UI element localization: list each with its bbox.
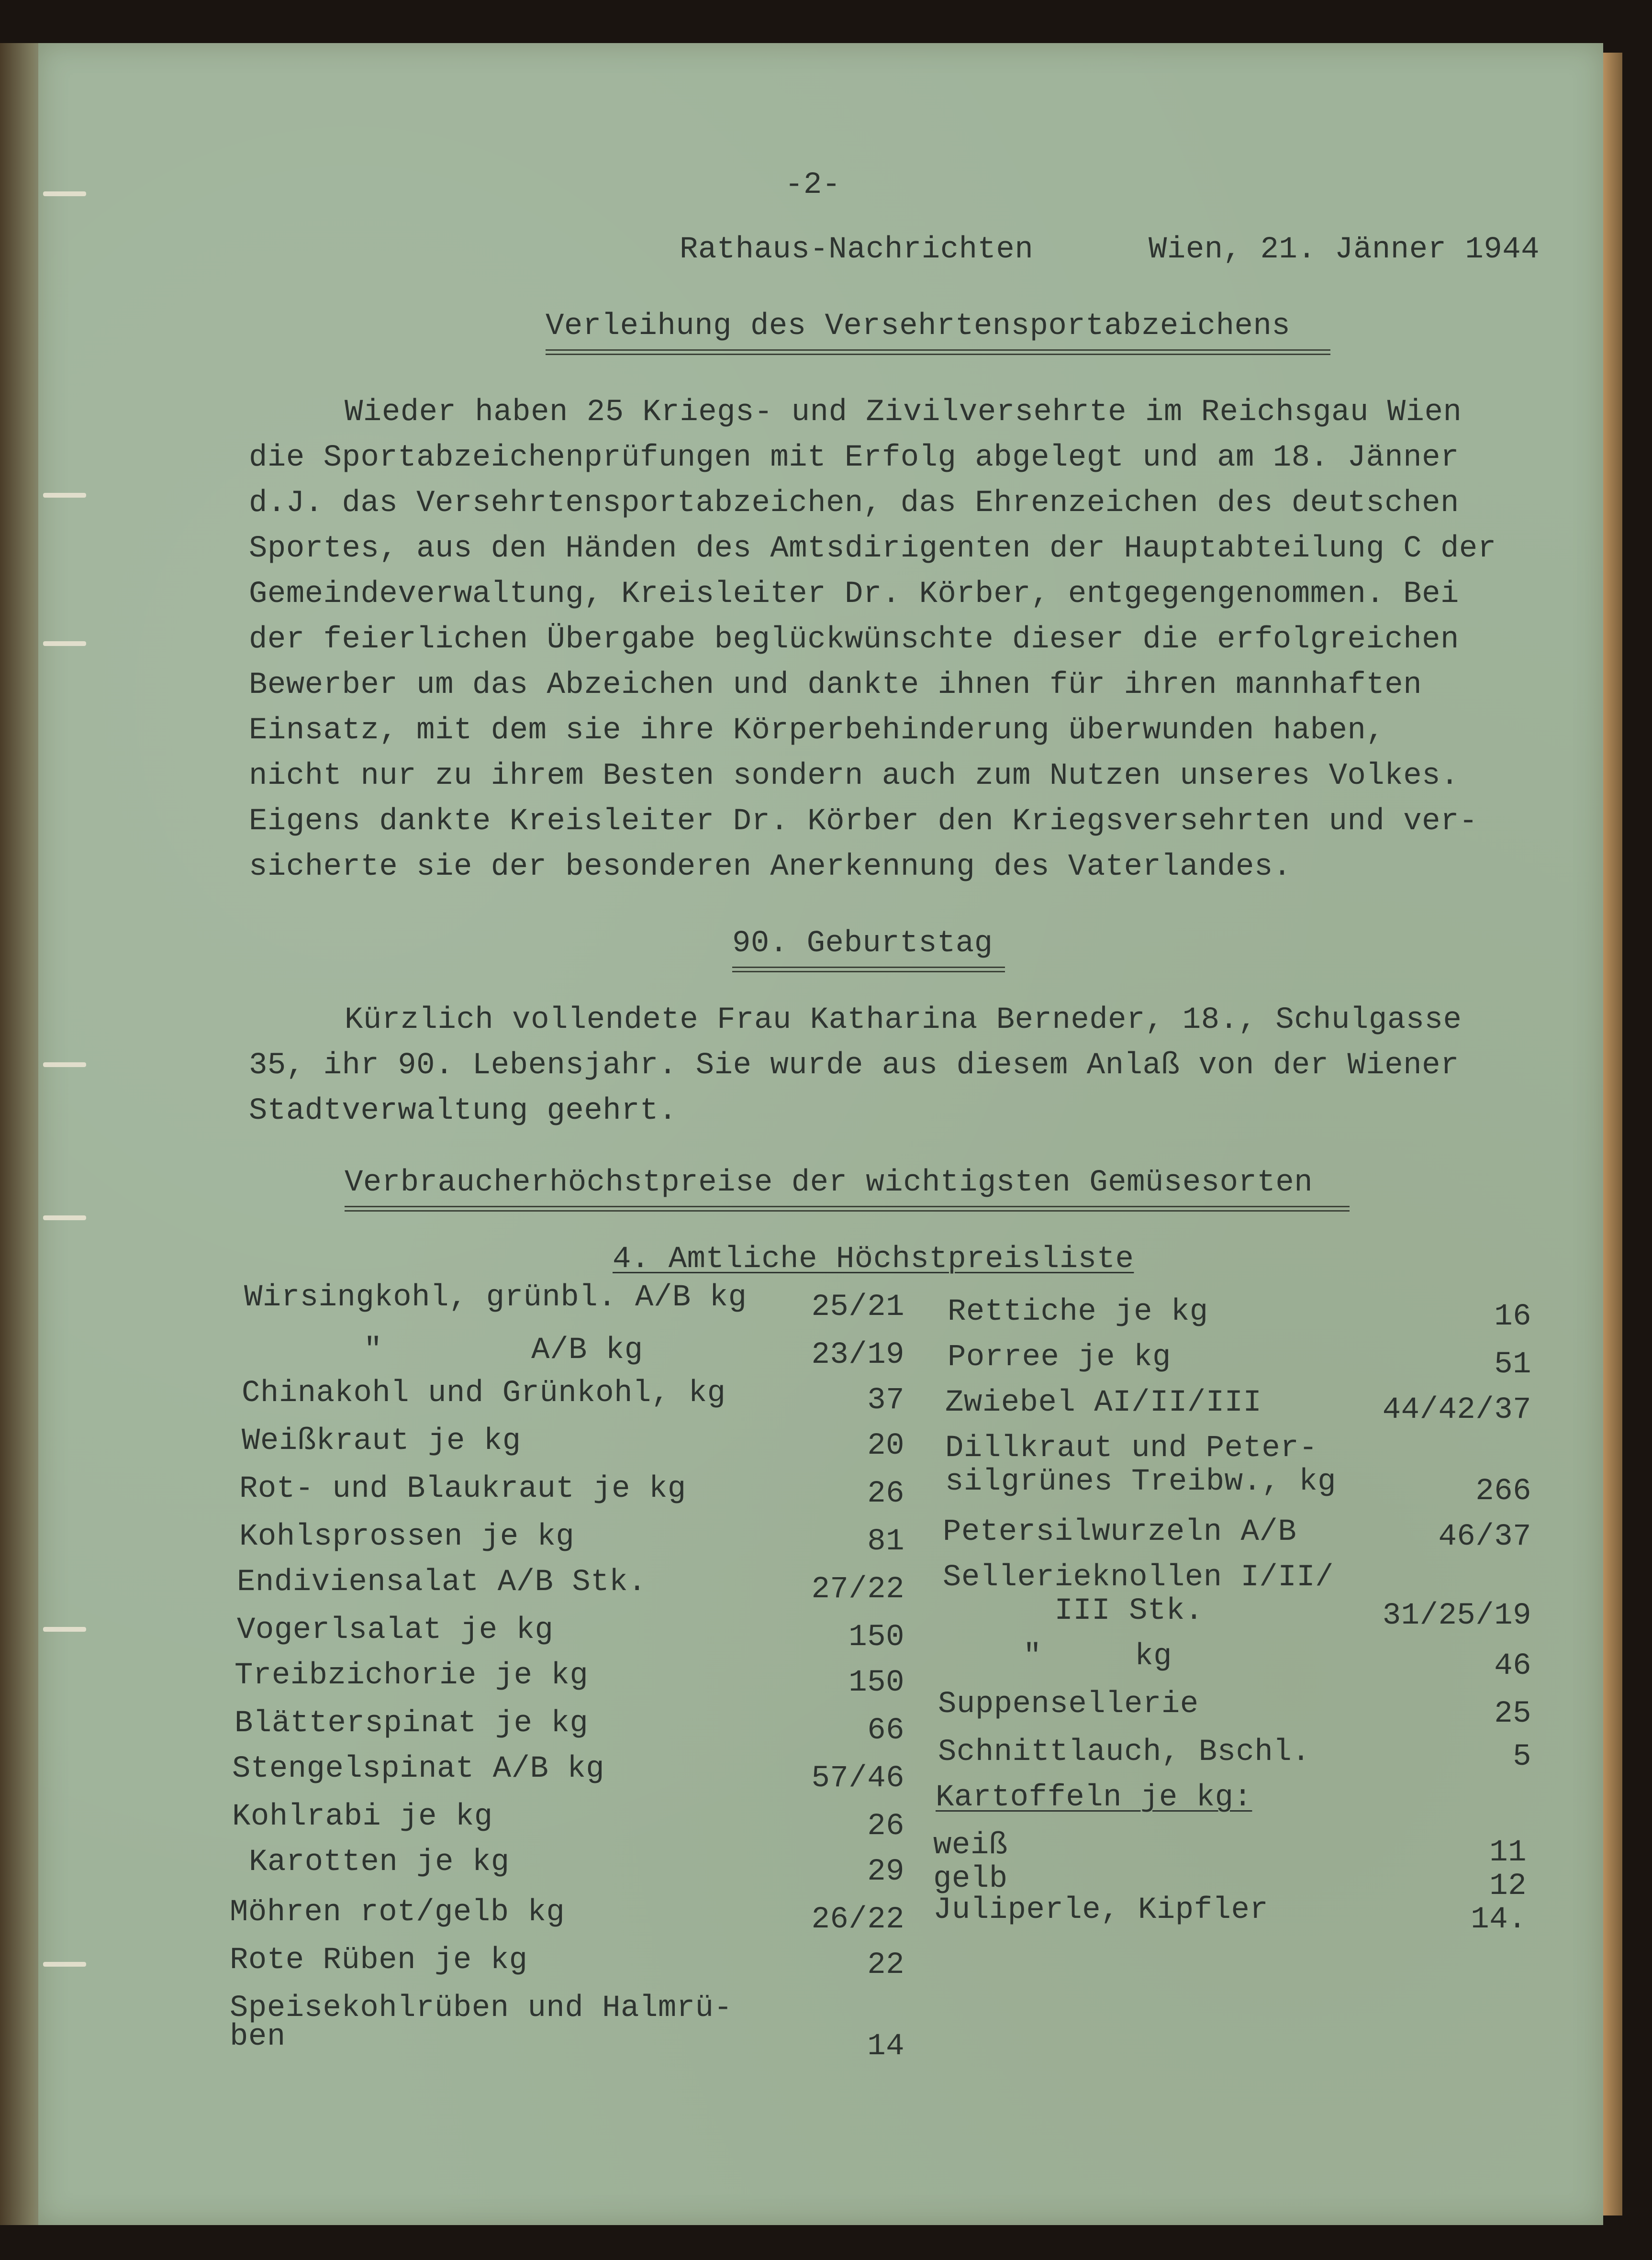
item-name: Dillkraut und Peter-: [945, 1431, 1318, 1466]
item-price: 11: [1489, 1836, 1527, 1870]
body-line: Stadtverwaltung geehrt.: [249, 1094, 677, 1128]
item-name: silgrünes Treibw., kg: [945, 1465, 1337, 1499]
item-price: 31/25/19: [1382, 1599, 1531, 1633]
item-price: 27/22: [811, 1572, 904, 1607]
item-price: 26/22: [811, 1903, 904, 1937]
item-name: Endiviensalat A/B Stk.: [237, 1565, 647, 1600]
item-name: Kohlrabi je kg: [232, 1800, 493, 1834]
item-price: 57/46: [811, 1761, 904, 1796]
item-price: 25: [1494, 1697, 1531, 1731]
item-name: Rot- und Blaukraut je kg: [239, 1472, 686, 1506]
item-name: Treibzichorie je kg: [234, 1659, 589, 1693]
item-name: " A/B kg: [364, 1333, 643, 1368]
body-line: der feierlichen Übergabe beglückwünschte dieser die erfolgreichen: [249, 623, 1459, 657]
item-price: 14.: [1471, 1903, 1527, 1937]
body-line: Eigens dankte Kreisleiter Dr. Körber den Kriegsversehrten und ver-: [249, 804, 1478, 839]
item-price: 5: [1513, 1740, 1531, 1774]
item-price: 22: [867, 1948, 904, 1982]
item-name: Rettiche je kg: [948, 1295, 1208, 1329]
item-name: gelb: [933, 1862, 1008, 1896]
item-name: Rote Rüben je kg: [230, 1943, 528, 1978]
item-price: 150: [848, 1666, 904, 1700]
item-name: Weißkraut je kg: [242, 1424, 521, 1458]
item-name: Zwiebel AI/II/III: [945, 1386, 1262, 1420]
body-line: Bewerber um das Abzeichen und dankte ihnen für ihren mannhaften: [249, 668, 1422, 702]
item-price: 46/37: [1438, 1520, 1531, 1554]
item-name: Vogerlsalat je kg: [237, 1613, 554, 1648]
page-number: -2-: [785, 168, 841, 202]
article-title-sport-badge: Verleihung des Versehrtensportabzeichens: [546, 309, 1291, 344]
binding-stitch: [43, 191, 86, 196]
price-list-subtitle: 4. Amtliche Höchstpreisliste: [613, 1242, 1134, 1277]
item-price: 12: [1489, 1869, 1527, 1904]
double-underline: [732, 967, 1005, 972]
binding-stitch: [43, 493, 86, 498]
item-price: 66: [867, 1714, 904, 1748]
item-price: 44/42/37: [1382, 1393, 1531, 1427]
item-price: 20: [867, 1429, 904, 1463]
body-line: Gemeindeverwaltung, Kreisleiter Dr. Körber, entgegengenommen. Bei: [249, 577, 1459, 612]
binding-stitch: [43, 1062, 86, 1067]
body-line: nicht nur zu ihrem Besten sondern auch zum Nutzen unseres Volkes.: [249, 759, 1459, 793]
binding-stitch: [43, 1215, 86, 1220]
item-name: Möhren rot/gelb kg: [230, 1895, 565, 1930]
item-name: weiß: [933, 1828, 1008, 1863]
item-price: 51: [1494, 1347, 1531, 1382]
item-name: " kg: [986, 1639, 1172, 1674]
item-name: Schnittlauch, Bschl.: [938, 1735, 1311, 1770]
binding-stitch: [43, 1627, 86, 1632]
body-line: d.J. das Versehrtensportabzeichen, das Ehrenzeichen des deutschen: [249, 486, 1459, 521]
item-name: Juliperle, Kipfler: [933, 1893, 1269, 1927]
double-underline: [345, 1206, 1350, 1212]
item-price: 37: [867, 1383, 904, 1418]
item-name: Stengelspinat A/B kg: [232, 1752, 605, 1786]
item-price: 266: [1475, 1474, 1531, 1509]
item-name: Petersilwurzeln A/B: [943, 1515, 1297, 1549]
item-price: 150: [848, 1620, 904, 1655]
item-price: 29: [867, 1855, 904, 1889]
item-name: Karotten je kg: [249, 1845, 510, 1880]
body-line: Sportes, aus den Händen des Amtsdirigenten der Hauptabteilung C der: [249, 532, 1496, 566]
item-name: Wirsingkohl, grünbl. A/B kg: [244, 1280, 747, 1315]
item-name: Blätterspinat je kg: [234, 1706, 589, 1741]
article-title-prices: Verbraucherhöchstpreise der wichtigsten Gemüsesorten: [345, 1166, 1313, 1200]
item-price: 81: [867, 1525, 904, 1559]
page-edge: [1603, 53, 1622, 2215]
body-line: die Sportabzeichenprüfungen mit Erfolg abgelegt und am 18. Jänner: [249, 441, 1459, 475]
double-underline: [546, 349, 1330, 355]
item-price: 23/19: [811, 1338, 904, 1372]
item-name: Sellerieknollen I/II/: [943, 1560, 1334, 1595]
item-name: III Stk.: [943, 1594, 1204, 1628]
item-price: 16: [1494, 1300, 1531, 1334]
potatoes-heading: Kartoffeln je kg:: [936, 1781, 1252, 1815]
body-line: Kürzlich vollendete Frau Katharina Berneder, 18., Schulgasse: [345, 1003, 1462, 1037]
binding-stitch: [43, 1962, 86, 1967]
item-name: Chinakohl und Grünkohl, kg: [242, 1376, 726, 1411]
body-line: Einsatz, mit dem sie ihre Körperbehinderung überwunden haben,: [249, 713, 1385, 748]
item-name: Suppensellerie: [938, 1687, 1199, 1722]
item-price: 14: [867, 2029, 904, 2064]
item-price: 26: [867, 1809, 904, 1844]
body-line: 35, ihr 90. Lebensjahr. Sie wurde aus diesem Anlaß von der Wiener: [249, 1048, 1459, 1083]
item-name: Speisekohlrüben und Halmrü-: [230, 1991, 733, 2026]
binding-stitch: [43, 641, 86, 646]
item-name: ben: [230, 2020, 286, 2054]
article-title-birthday: 90. Geburtstag: [732, 926, 993, 961]
publication-title: Rathaus-Nachrichten: [680, 233, 1034, 267]
item-price: 46: [1494, 1649, 1531, 1683]
item-price: 25/21: [811, 1290, 904, 1325]
body-line: Wieder haben 25 Kriegs- und Zivilversehrte im Reichsgau Wien: [345, 395, 1462, 430]
item-name: Kohlsprossen je kg: [239, 1520, 575, 1554]
item-name: Porree je kg: [948, 1340, 1171, 1375]
item-price: 26: [867, 1477, 904, 1511]
place-date: Wien, 21. Jänner 1944: [1149, 233, 1540, 267]
body-line: sicherte sie der besonderen Anerkennung des Vaterlandes.: [249, 850, 1292, 884]
